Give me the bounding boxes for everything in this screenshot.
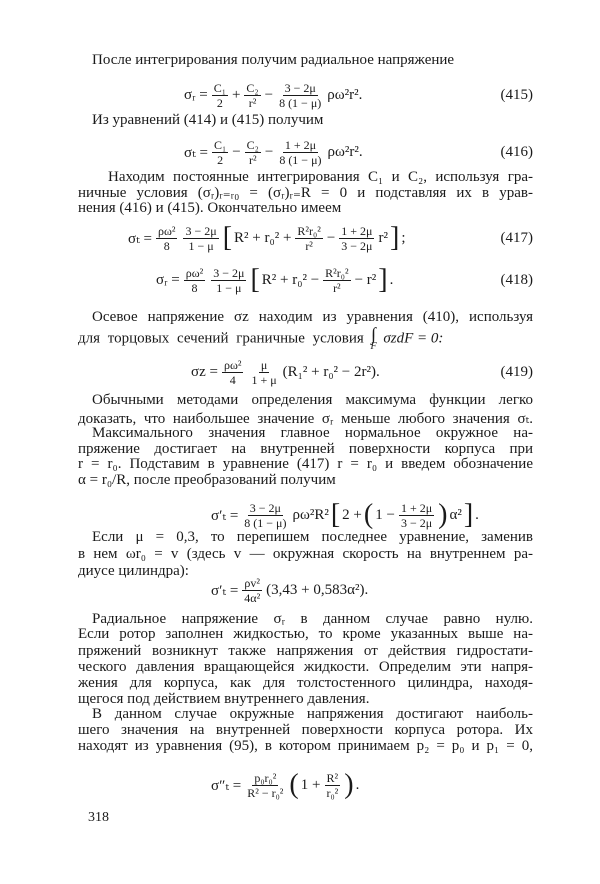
math-term: (3,43 + 0,583α²). bbox=[266, 581, 369, 598]
numerator: R²r₀² bbox=[297, 223, 321, 238]
numerator: ρω² bbox=[158, 223, 176, 238]
math-term: 1 + bbox=[300, 776, 321, 793]
text-line: Радиальное напряжение σᵣ в данном случае равно нулю. bbox=[92, 611, 533, 627]
fraction bbox=[244, 81, 260, 110]
numerator: C₁ bbox=[214, 137, 227, 152]
fraction bbox=[339, 224, 374, 253]
fraction bbox=[211, 266, 246, 295]
text-line bbox=[78, 324, 533, 352]
numerator: 3 − 2μ bbox=[284, 80, 316, 95]
numerator: 3 − 2μ bbox=[249, 500, 281, 515]
denominator: R² − r₀² bbox=[247, 785, 284, 800]
integral-symbol: ∫ bbox=[371, 324, 377, 344]
math-term: σᵣ = bbox=[156, 271, 180, 288]
denominator: r² bbox=[248, 95, 257, 110]
text-line: пряжение достигает на внутренней поверхности корпуса при bbox=[78, 441, 533, 457]
math-term: − bbox=[264, 86, 274, 103]
bracket: [ bbox=[330, 499, 341, 530]
equation-number: (415) bbox=[500, 87, 533, 103]
bracket: [ bbox=[222, 222, 233, 253]
math-term: . bbox=[475, 506, 479, 523]
math-term: σ′ₜ = bbox=[211, 507, 239, 524]
fraction bbox=[212, 138, 228, 167]
math-term: α² bbox=[449, 506, 462, 523]
math-term: σₜ = bbox=[184, 144, 208, 161]
numerator: C₂ bbox=[246, 80, 259, 95]
equation-sigma-t-velocity bbox=[210, 570, 369, 610]
bracket: [ bbox=[250, 264, 260, 295]
math-term: ρω²r². bbox=[327, 143, 363, 160]
bracket: ) bbox=[344, 769, 354, 800]
fraction bbox=[399, 501, 434, 530]
fraction bbox=[295, 224, 322, 253]
denominator: 4α² bbox=[244, 590, 261, 605]
text-line: r = r₀. Подставим в уравнение (417) r = r₀ и введем обозначение bbox=[78, 456, 533, 472]
integral-sign bbox=[371, 326, 377, 352]
text-line: α = r₀/R, после преобразований получим bbox=[78, 472, 336, 488]
numerator: 3 − 2μ bbox=[185, 223, 217, 238]
math-term: . bbox=[389, 271, 394, 288]
bracket: ] bbox=[463, 499, 474, 530]
math-term: 1 − bbox=[375, 506, 395, 523]
math-term: σ″ₜ = bbox=[211, 777, 242, 794]
text-line: ческого давления вращающейся жидкости. Определим эти напря- bbox=[78, 659, 533, 675]
equation-415 bbox=[183, 75, 363, 115]
math-term: ρω²r². bbox=[327, 86, 363, 103]
math-term: − r² bbox=[354, 271, 377, 288]
numerator: R² bbox=[326, 770, 339, 785]
equation-number: (416) bbox=[500, 144, 533, 160]
fraction bbox=[183, 224, 218, 253]
fraction bbox=[245, 138, 261, 167]
math-term: . bbox=[355, 776, 360, 793]
equation-418 bbox=[155, 260, 394, 300]
integral-domain: F bbox=[370, 341, 377, 352]
text-line: щегося под действием внутреннего давления. bbox=[78, 691, 370, 707]
fraction bbox=[277, 138, 323, 167]
equation-417 bbox=[127, 218, 406, 258]
denominator: 2 bbox=[217, 152, 224, 167]
fraction bbox=[249, 358, 278, 387]
bracket: ] bbox=[378, 264, 388, 295]
numerator: 1 + 2μ bbox=[284, 137, 317, 152]
math-term: − bbox=[232, 143, 241, 160]
fraction bbox=[242, 576, 262, 605]
bracket: ] bbox=[389, 222, 400, 253]
equation-416 bbox=[183, 132, 364, 172]
equation-number: (418) bbox=[500, 272, 533, 288]
text-line: шего значения на внутренней поверхности корпуса ротора. Их bbox=[78, 722, 533, 738]
denominator: 8 (1 − μ) bbox=[279, 95, 322, 110]
denominator: 1 + μ bbox=[251, 372, 277, 387]
fraction bbox=[222, 358, 243, 387]
denominator: 8 (1 − μ) bbox=[279, 152, 322, 167]
denominator: r² bbox=[333, 280, 341, 295]
denominator: 2 bbox=[216, 95, 223, 110]
denominator: 4 bbox=[229, 372, 236, 387]
math-term: ρω²R² bbox=[292, 506, 329, 523]
text-line: ничные условия (σᵣ)ᵣ₌ᵣ₀ = (σᵣ)ᵣ₌R = 0 и подставляя их в урав- bbox=[78, 185, 533, 201]
denominator: 3 − 2μ bbox=[400, 515, 433, 530]
numerator: μ bbox=[260, 357, 268, 372]
numerator: ρω² bbox=[223, 357, 242, 372]
math-term: R² + r₀² − bbox=[261, 271, 320, 288]
bracket: ( bbox=[289, 769, 299, 800]
denominator: 1 − μ bbox=[216, 280, 242, 295]
bracket: ( bbox=[363, 499, 374, 530]
math-term: − bbox=[264, 143, 274, 160]
math-term: σz = bbox=[191, 363, 218, 380]
numerator: C₂ bbox=[246, 137, 259, 152]
text-line: в нем ωr₀ = v (здесь v — окружная скорость на внутреннем ра- bbox=[78, 546, 533, 562]
text-segment: для торцовых сечений граничные условия bbox=[78, 330, 364, 347]
numerator: 3 − 2μ bbox=[213, 265, 245, 280]
numerator: C₁ bbox=[213, 80, 226, 95]
fraction bbox=[323, 266, 350, 295]
fraction bbox=[277, 81, 323, 110]
text-line: Осевое напряжение σz находим из уравнения (410), используя bbox=[92, 309, 533, 325]
denominator: r² bbox=[248, 152, 257, 167]
numerator: p₀r₀² bbox=[254, 770, 277, 785]
text-line: нения (416) и (415). Окончательно имеем bbox=[78, 200, 342, 216]
text-line: находят из уравнения (95), в котором принимаем p₂ = p₀ и p₁ = 0, bbox=[78, 738, 533, 754]
math-term: ; bbox=[401, 229, 406, 246]
denominator: 1 − μ bbox=[188, 238, 214, 253]
text-segment: σzdF = 0: bbox=[383, 330, 444, 347]
text-line: пряжений возникнут также напряжения от действия гидростати- bbox=[78, 643, 533, 659]
math-term: 2 + bbox=[342, 506, 362, 523]
equation-419 bbox=[190, 352, 381, 392]
text-line: Находим постоянные интегрирования C₁ и C₂, используя гра- bbox=[108, 169, 533, 185]
numerator: 1 + 2μ bbox=[341, 223, 373, 238]
bracket: ) bbox=[438, 499, 448, 530]
equation-number: (417) bbox=[500, 230, 533, 246]
denominator: 8 (1 − μ) bbox=[244, 515, 287, 530]
text-line: доказать, что наибольшее значение σᵣ меньше любого значения σₜ. bbox=[78, 411, 533, 427]
text-line: Обычными методами определения максимума функции легко bbox=[92, 392, 533, 408]
numerator: ρv² bbox=[244, 575, 261, 590]
numerator: R²r₀² bbox=[325, 265, 349, 280]
math-term: − bbox=[326, 229, 336, 246]
text-line: Из уравнений (414) и (415) получим bbox=[92, 112, 324, 128]
text-line: После интегрирования получим радиальное напряжение bbox=[92, 52, 455, 68]
denominator: 8 bbox=[191, 280, 198, 295]
numerator: 1 + 2μ bbox=[400, 500, 433, 515]
numerator: ρω² bbox=[185, 265, 204, 280]
denominator: 3 − 2μ bbox=[341, 238, 373, 253]
equation-number: (419) bbox=[500, 364, 533, 380]
text-line: диусе цилиндра): bbox=[78, 563, 189, 579]
text-line: Если μ = 0,3, то перепишем последнее уравнение, заменив bbox=[92, 529, 533, 545]
fraction bbox=[242, 501, 288, 530]
denominator: r² bbox=[305, 238, 313, 253]
text-line: Максимального значения главное нормальное окружное на- bbox=[92, 425, 533, 441]
math-term: + bbox=[231, 86, 241, 103]
fraction bbox=[184, 266, 205, 295]
denominator: r₀² bbox=[326, 785, 339, 800]
denominator: 8 bbox=[163, 238, 170, 253]
text-line: В данном случае окружные напряжения достигают наиболь- bbox=[92, 706, 533, 722]
fraction bbox=[212, 81, 228, 110]
page-number: 318 bbox=[88, 810, 109, 825]
equation-sigma-t-fluid bbox=[210, 765, 360, 805]
text-line: жения для корпуса, как для толстостенного цилиндра, находя- bbox=[78, 675, 533, 691]
math-term: r² bbox=[378, 229, 388, 246]
fraction bbox=[245, 771, 285, 800]
math-term: σᵣ = bbox=[184, 86, 208, 103]
fraction bbox=[324, 771, 340, 800]
math-term: σₜ = bbox=[128, 230, 152, 247]
math-term: σ′ₜ = bbox=[211, 582, 239, 599]
math-term: R² + r₀² + bbox=[234, 229, 292, 246]
math-term: (R₁² + r₀² − 2r²). bbox=[282, 363, 380, 380]
text-line: Если ротор заполнен жидкостью, то кроме указанных выше на- bbox=[78, 626, 533, 642]
fraction bbox=[156, 224, 177, 253]
